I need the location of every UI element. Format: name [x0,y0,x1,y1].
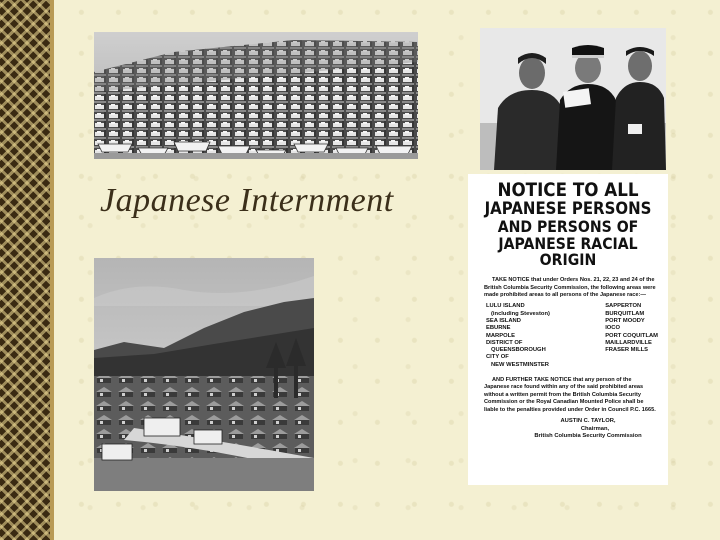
prohibited-areas-list [486,303,658,369]
area-item: LULU ISLAND [486,303,525,310]
notice-headline-4: JAPANESE RACIAL ORIGIN [498,233,638,270]
area-item: BURQUITLAM [605,310,645,317]
decorative-left-border [0,0,54,540]
area-item: CITY OF [486,354,509,361]
notice-headline-2: JAPANESE PERSONS [484,198,652,219]
area-item: DISTRICT OF [486,339,523,346]
internment-camp-photo [94,258,314,491]
area-item: PORT MOODY [605,317,645,324]
area-item: MARPOLE [486,332,515,339]
area-item: MAILLARDVILLE [605,339,652,346]
area-item: SAPPERTON [605,303,642,310]
notice-paragraph-2: AND FURTHER TAKE NOTICE that any person of the Japanese race found within any of the said prohibited areas without a written permit from the British Columbia Security Commission or the Royal Canadian Mounted Police shall be liable to the penalties provided under Order in Council P.C. 1665. [484,377,656,413]
area-item: PORT COQUITLAM [605,332,658,339]
signatory-title: Chairman, [580,425,610,432]
areas-left-column [486,303,550,369]
area-item: FRASER MILLS [605,347,649,354]
notice-headline-1: NOTICE TO ALL [497,179,639,201]
area-item: EBURNE [486,325,511,332]
area-item: IOCO [605,325,621,332]
officers-checking-papers-photo [480,28,666,170]
notice-poster [468,174,668,485]
area-item: (including Steveston) [491,310,550,317]
signatory-org: British Columbia Security Commission [534,432,642,439]
slide-title: Japanese Internment [100,182,394,219]
area-item: SEA ISLAND [486,317,521,324]
areas-right-column [605,303,658,369]
area-item: NEW WESTMINSTER [491,361,549,368]
notice-signature-block [468,418,668,440]
fishing-boats-photo [94,32,418,159]
area-item: QUEENSBOROUGH [491,347,546,354]
notice-headline-3: AND PERSONS OF [497,216,639,236]
notice-paragraph-1: TAKE NOTICE that under Orders Nos. 21, 22, 23 and 24 of the British Columbia Security Commission, the following areas were made prohibited areas to all persons of the Japanese race:— [484,277,656,298]
signatory-name: AUSTIN C. TAYLOR, [560,418,616,425]
